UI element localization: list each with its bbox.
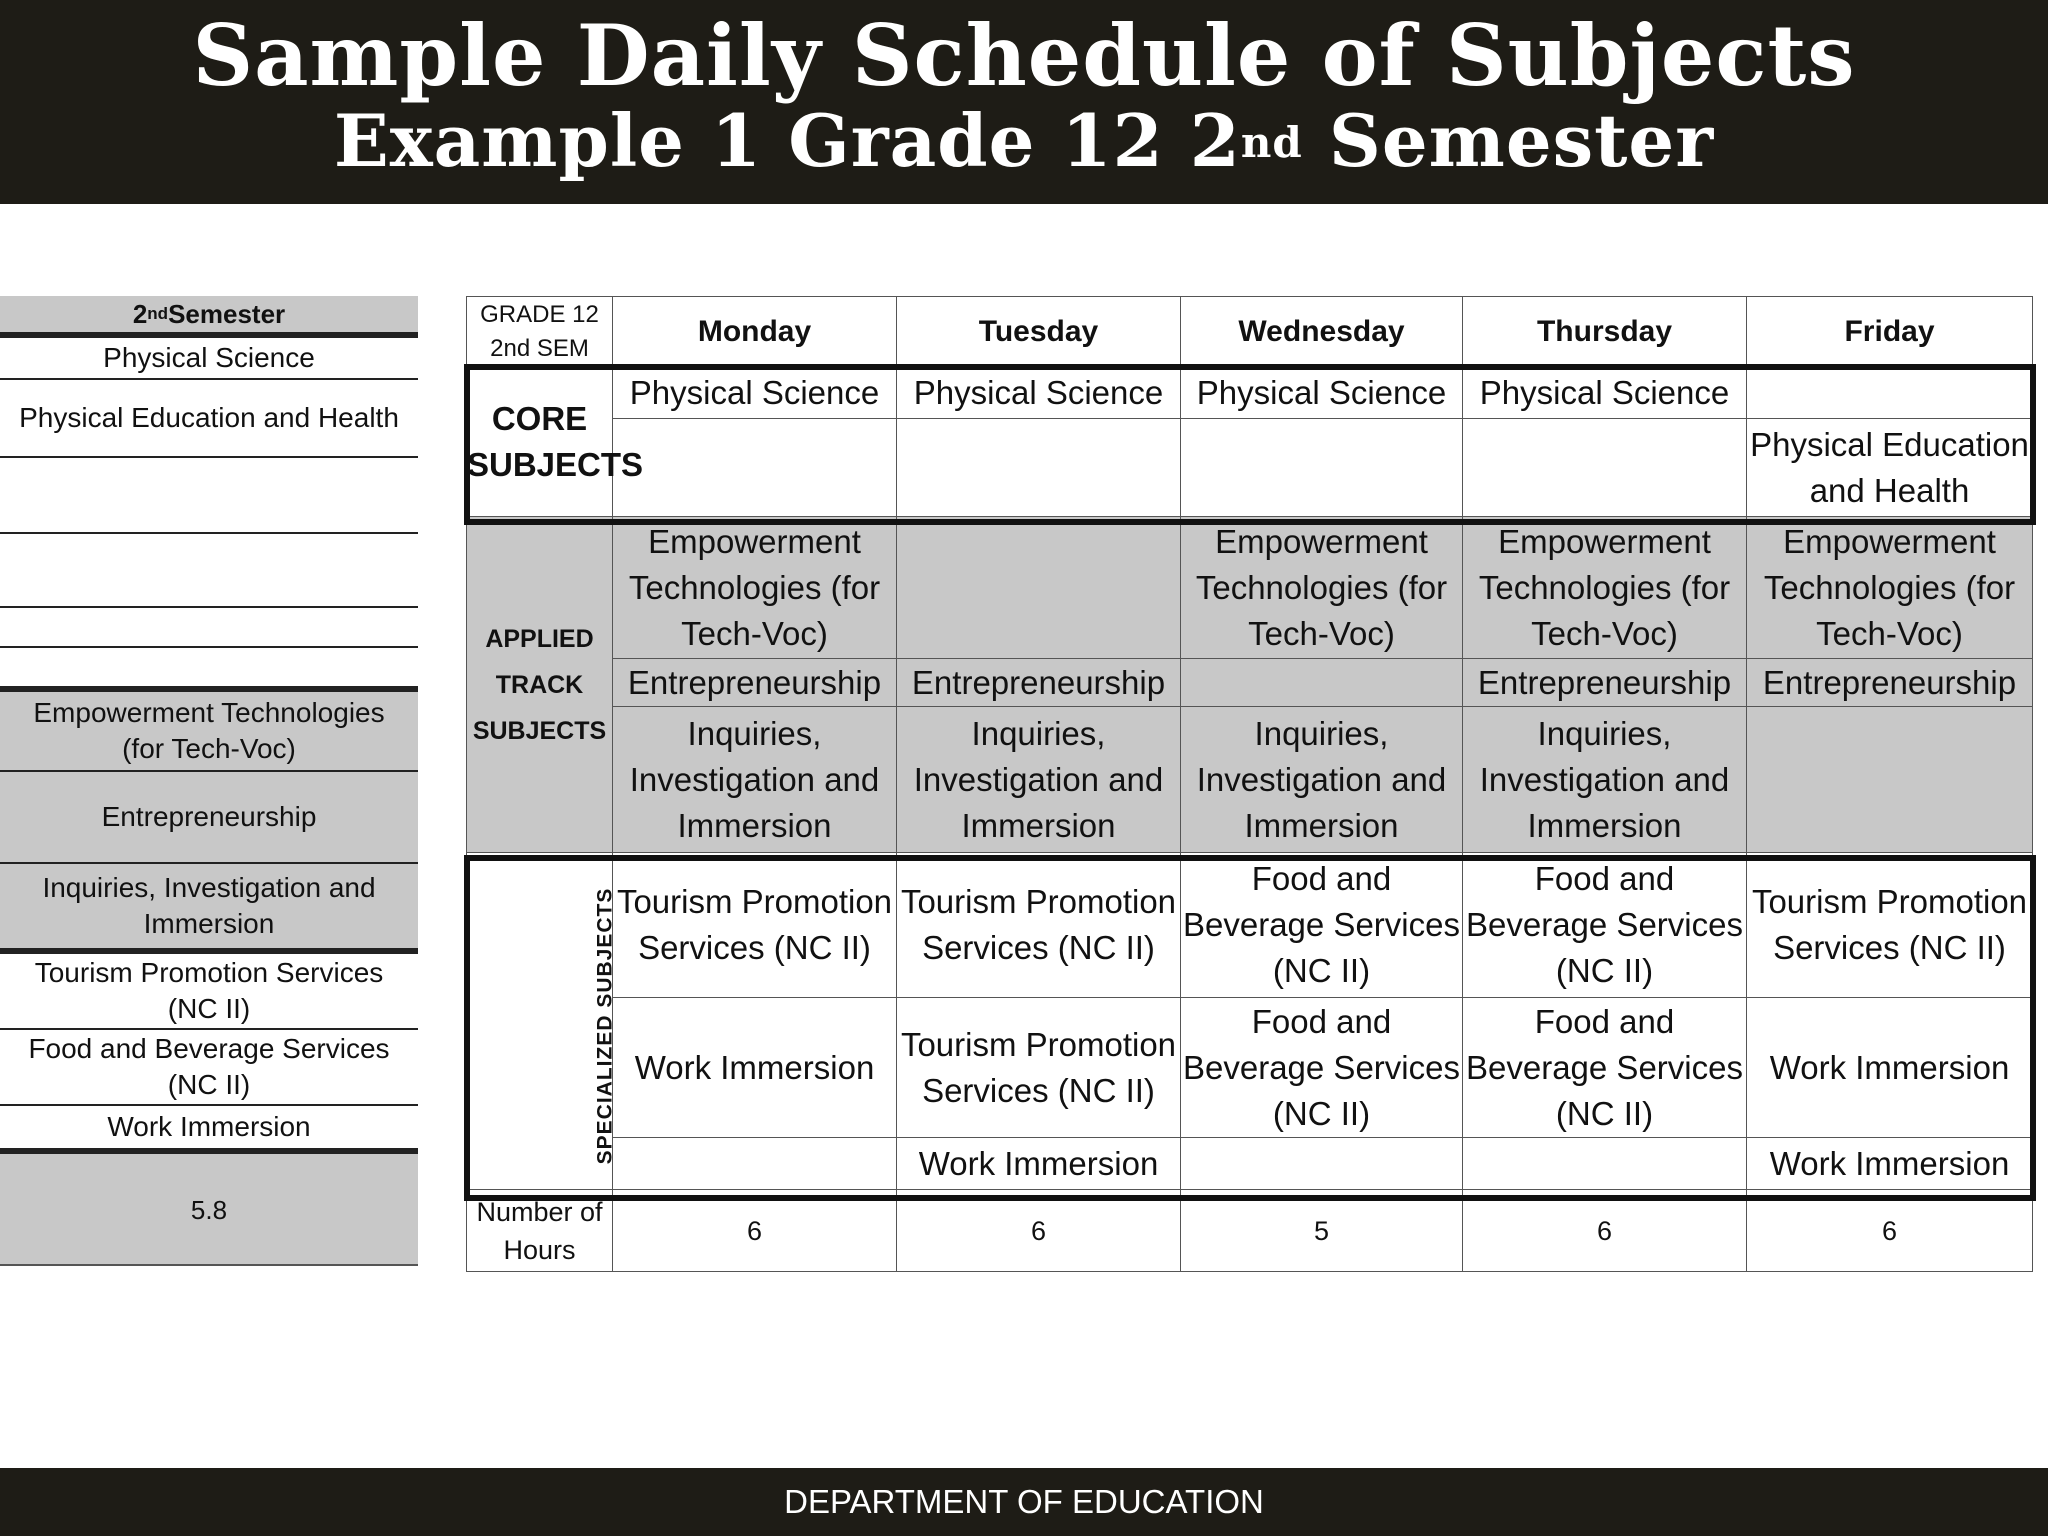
schedule-table — [466, 296, 2033, 1272]
table-row — [467, 1138, 2033, 1190]
left-panel-item: Food and Beverage Services (NC II) — [28, 1033, 390, 1100]
schedule-cell — [1181, 659, 1463, 707]
schedule-cell: Physical Science — [1463, 367, 1747, 419]
schedule-cell: Entrepreneurship — [1463, 659, 1747, 707]
category-specialized: SPECIALIZED SUBJECTS — [467, 853, 613, 1190]
left-panel-item: Entrepreneurship — [0, 772, 418, 862]
category-core: CORE SUBJECTS — [467, 367, 613, 517]
schedule-cell: Tourism Promotion Services (NC II) — [613, 853, 897, 998]
category-applied: APPLIED TRACK SUBJECTS — [467, 517, 613, 853]
day-header: Thursday — [1463, 297, 1747, 367]
schedule-cell: Work Immersion — [613, 998, 897, 1138]
hours-cell: 6 — [613, 1190, 897, 1272]
left-panel-header: 2 nd Semester — [0, 296, 418, 332]
day-header: Wednesday — [1181, 297, 1463, 367]
hours-cell: 6 — [1747, 1190, 2033, 1272]
table-row — [467, 367, 2033, 419]
schedule-cell: Empowerment Technologies (for Tech-Voc) — [613, 517, 897, 659]
schedule-cell: Work Immersion — [1747, 998, 2033, 1138]
hours-cell: 6 — [897, 1190, 1181, 1272]
slide-header — [0, 0, 2048, 204]
hours-cell: 5 — [1181, 1190, 1463, 1272]
schedule-cell: Physical Education and Health — [1747, 419, 2033, 517]
corner-cell: GRADE 12 2nd SEM — [467, 297, 613, 367]
schedule-cell: Food and Beverage Services (NC II) — [1463, 998, 1747, 1138]
schedule-cell — [613, 419, 897, 517]
slide-footer: DEPARTMENT OF EDUCATION — [0, 1468, 2048, 1536]
schedule-cell — [1181, 1138, 1463, 1190]
day-header: Tuesday — [897, 297, 1181, 367]
schedule-cell: Inquiries, Investigation and Immersion — [1463, 707, 1747, 853]
schedule-cell: Food and Beverage Services (NC II) — [1463, 853, 1747, 998]
hours-row — [467, 1190, 2033, 1272]
schedule-cell: Entrepreneurship — [613, 659, 897, 707]
schedule-cell: Work Immersion — [1747, 1138, 2033, 1190]
schedule-cell: Physical Science — [613, 367, 897, 419]
schedule-cell — [1463, 1138, 1747, 1190]
left-panel-item: Empowerment Technologies (for Tech-Voc) — [0, 692, 418, 770]
schedule-cell: Inquiries, Investigation and Immersion — [897, 707, 1181, 853]
schedule-cell: Entrepreneurship — [1747, 659, 2033, 707]
slide-title: Sample Daily Schedule of Subjects — [192, 6, 1856, 105]
schedule-cell: Work Immersion — [897, 1138, 1181, 1190]
left-panel-total: 5.8 — [0, 1154, 418, 1266]
hours-label: Number of Hours — [467, 1190, 613, 1272]
schedule-cell — [1181, 419, 1463, 517]
schedule-cell: Tourism Promotion Services (NC II) — [1747, 853, 2033, 998]
left-panel-item: Physical Education and Health — [19, 402, 399, 433]
schedule-cell: Physical Science — [897, 367, 1181, 419]
left-panel-item: Tourism Promotion Services (NC II) — [34, 957, 384, 1024]
hours-cell: 6 — [1463, 1190, 1747, 1272]
table-header-row — [467, 297, 2033, 367]
schedule-cell — [613, 1138, 897, 1190]
table-row — [467, 517, 2033, 659]
schedule-cell — [1463, 419, 1747, 517]
left-panel-item: Inquiries, Investigation and Immersion — [0, 864, 418, 948]
schedule-cell — [1747, 367, 2033, 419]
schedule-cell — [1747, 707, 2033, 853]
table-row — [467, 707, 2033, 853]
slide-subtitle: Example 1 Grade 12 2nd Semester — [333, 98, 1715, 183]
schedule-cell: Inquiries, Investigation and Immersion — [613, 707, 897, 853]
schedule-cell: Food and Beverage Services (NC II) — [1181, 998, 1463, 1138]
table-row — [467, 853, 2033, 998]
left-panel-item: Physical Science — [103, 342, 315, 373]
schedule-cell: Tourism Promotion Services (NC II) — [897, 998, 1181, 1138]
schedule-cell: Empowerment Technologies (for Tech-Voc) — [1463, 517, 1747, 659]
table-row — [467, 659, 2033, 707]
table-row — [467, 419, 2033, 517]
schedule-cell — [897, 419, 1181, 517]
schedule-cell: Inquiries, Investigation and Immersion — [1181, 707, 1463, 853]
schedule-cell: Physical Science — [1181, 367, 1463, 419]
schedule-cell: Entrepreneurship — [897, 659, 1181, 707]
schedule-cell — [897, 517, 1181, 659]
schedule-cell: Empowerment Technologies (for Tech-Voc) — [1181, 517, 1463, 659]
schedule-cell: Food and Beverage Services (NC II) — [1181, 853, 1463, 998]
schedule-cell: Empowerment Technologies (for Tech-Voc) — [1747, 517, 2033, 659]
schedule-cell: Tourism Promotion Services (NC II) — [897, 853, 1181, 998]
left-panel-item: Work Immersion — [107, 1111, 311, 1142]
table-row — [467, 998, 2033, 1138]
day-header: Monday — [613, 297, 897, 367]
day-header: Friday — [1747, 297, 2033, 367]
